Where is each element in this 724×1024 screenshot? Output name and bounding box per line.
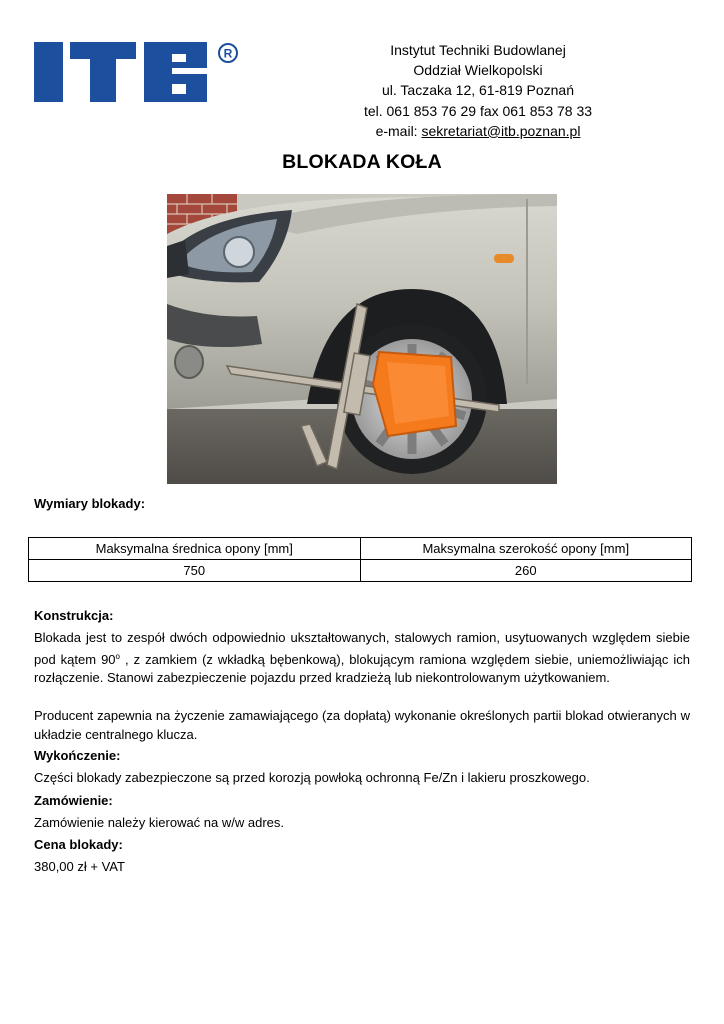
logo-letter-t-stem bbox=[90, 59, 116, 102]
construction-paragraph-1 bbox=[34, 629, 690, 688]
logo-letter-t-bar bbox=[70, 42, 136, 59]
order-text: Zamówienie należy kierować na w/w adres. bbox=[34, 815, 284, 830]
org-phone-fax: tel. 061 853 76 29 fax 061 853 78 33 bbox=[363, 102, 593, 119]
email-link[interactable]: sekretariat@itb.poznan.pl bbox=[421, 122, 581, 139]
logo-letter-i bbox=[34, 42, 63, 102]
institute-address-block bbox=[340, 40, 616, 141]
table-row bbox=[29, 560, 692, 582]
product-photo bbox=[167, 194, 557, 484]
email-label: e-mail: bbox=[375, 122, 422, 139]
itb-logo bbox=[34, 40, 244, 104]
table-cell: 260 bbox=[360, 560, 692, 582]
logo-letter-b-stem bbox=[144, 42, 172, 102]
finish-text: Części blokady zabezpieczone są przed korozją powłoką ochronną Fe/Zn i lakieru proszkowego. bbox=[34, 770, 590, 785]
table-header-cell: Maksymalna szerokość opony [mm] bbox=[360, 538, 692, 560]
table-header-row bbox=[29, 538, 692, 560]
order-heading: Zamówienie: bbox=[34, 793, 113, 808]
org-email-line bbox=[340, 121, 616, 141]
construction-paragraph-2: Producent zapewnia na życzenie zamawiającego (za dopłatą) wykonanie określonych partii blokad otwieranych w układzie centralnego klucza. bbox=[34, 708, 690, 742]
table-header-cell: Maksymalna średnica opony [mm] bbox=[29, 538, 361, 560]
org-name: Instytut Techniki Budowlanej bbox=[390, 42, 566, 58]
degree-sign: o bbox=[115, 651, 120, 661]
finish-heading: Wykończenie: bbox=[34, 748, 121, 763]
price-heading: Cena blokady: bbox=[34, 837, 123, 852]
construction-text-a: Blokada jest to zespół dwóch odpowiednio ukształtowanych, stalowych ramion, usytuowanych względem siebie pod kątem 90 bbox=[34, 630, 690, 667]
construction-heading: Konstrukcja: bbox=[34, 608, 114, 623]
price-text: 380,00 zł + VAT bbox=[34, 859, 125, 874]
dimensions-table bbox=[28, 537, 692, 582]
org-address: ul. Taczaka 12, 61-819 Poznań bbox=[382, 82, 574, 99]
org-branch: Oddział Wielkopolski bbox=[413, 62, 543, 79]
table-cell: 750 bbox=[29, 560, 361, 582]
svg-text:R: R bbox=[223, 46, 233, 61]
document-title: BLOKADA KOŁA bbox=[282, 151, 442, 173]
construction-text-b: , z zamkiem (z wkładką bębenkową), blokującym ramiona względem siebie, uniemożliwiając ich rozłączenie. Stanowi zabezpieczenie pojazdu przed kradzieżą lub niekontrolowanym użytkowaniem. bbox=[34, 651, 690, 685]
dimensions-heading: Wymiary blokady: bbox=[34, 496, 146, 511]
